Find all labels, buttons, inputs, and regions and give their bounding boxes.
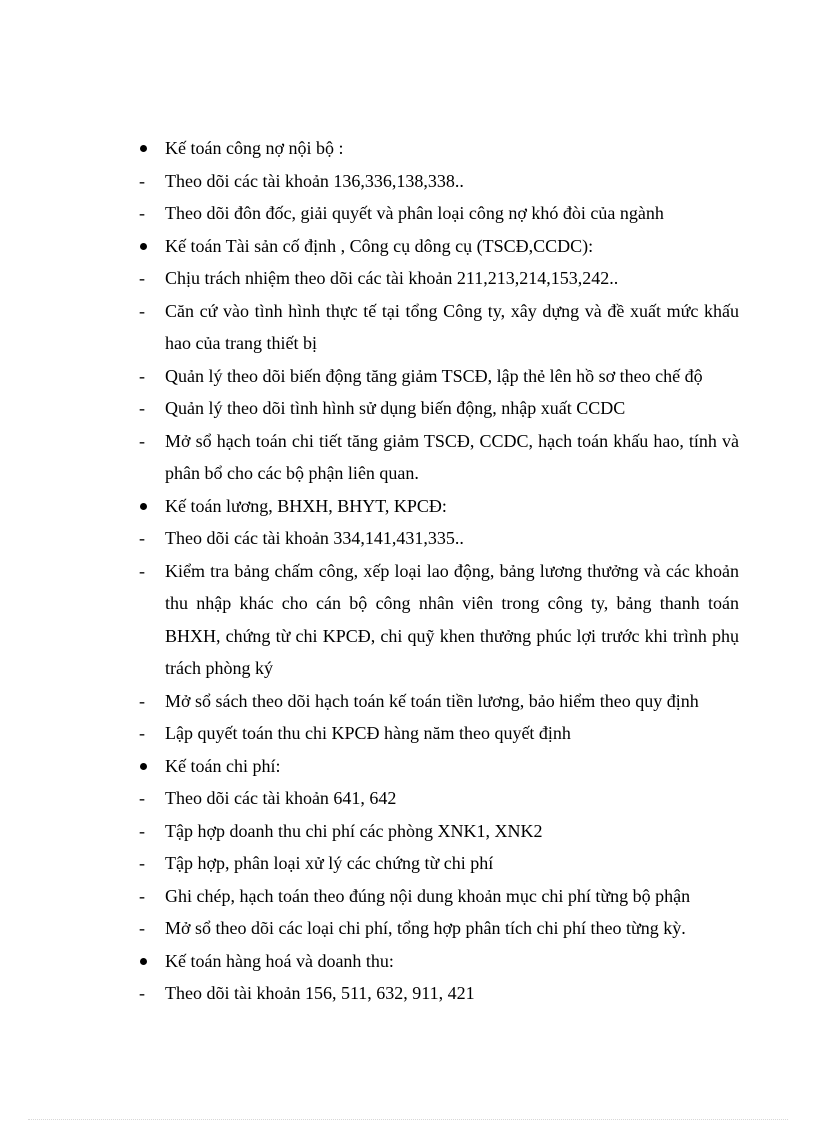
item-text: Kiểm tra bảng chấm công, xếp loại lao động, bảng lương thưởng và các khoản thu nhập khác cho cán bộ công nhân viên trong công ty, bảng thanh toán BHXH, chứng từ chi KPCĐ, chi quỹ khen thưởng phúc lợi trước khi trình phụ trách phòng ký (165, 560, 739, 678)
item-text: Kế toán hàng hoá và doanh thu: (165, 950, 394, 971)
section-heading-item (137, 230, 739, 263)
item-text: Mở sổ hạch toán chi tiết tăng giảm TSCĐ, CCDC, hạch toán khấu hao, tính và phân bổ cho các bộ phận liên quan. (165, 430, 739, 483)
item-text: Lập quyết toán thu chi KPCĐ hàng năm theo quyết định (165, 723, 571, 743)
dash-marker: - (139, 820, 145, 841)
dash-list-item (137, 685, 739, 718)
dash-list-item (137, 847, 739, 880)
dash-marker: - (139, 690, 145, 711)
dash-list-item (137, 360, 739, 393)
dash-list-item (137, 425, 739, 490)
item-text: Theo dõi các tài khoản 136,336,138,338.. (165, 170, 464, 191)
dash-list-item (137, 262, 739, 295)
dash-marker: - (139, 788, 145, 808)
dash-marker: - (139, 365, 145, 386)
dash-marker: - (139, 918, 145, 938)
dash-marker: - (139, 983, 145, 1003)
item-text: Theo dõi các tài khoản 334,141,431,335.. (165, 528, 464, 548)
item-text: Căn cứ vào tình hình thực tế tại tổng Công ty, xây dựng và đề xuất mức khấu hao của trang thiết bị (165, 300, 739, 353)
item-text: Tập hợp, phân loại xử lý các chứng từ chi phí (165, 853, 494, 873)
item-text: Theo dõi tài khoản 156, 511, 632, 911, 421 (165, 983, 475, 1003)
dash-list-item (137, 912, 739, 945)
bullet-icon (137, 230, 165, 250)
item-text: Quản lý theo dõi biến động tăng giảm TSCĐ, lập thẻ lên hồ sơ theo chế độ (165, 365, 703, 386)
bullet-icon (137, 490, 165, 510)
section-heading-item (137, 945, 739, 978)
item-text: Mở sổ sách theo dõi hạch toán kế toán tiền lương, bảo hiểm theo quy định (165, 690, 699, 711)
item-text: Kế toán chi phí: (165, 755, 281, 776)
dash-list-item (137, 522, 739, 555)
dash-list-item (137, 815, 739, 848)
dash-marker: - (139, 723, 145, 743)
item-text: Mở sổ theo dõi các loại chi phí, tổng hợp phân tích chi phí theo từng kỳ. (165, 918, 686, 938)
bullet-icon (137, 945, 165, 965)
dash-marker: - (139, 528, 145, 548)
item-text: Tập hợp doanh thu chi phí các phòng XNK1, XNK2 (165, 820, 543, 841)
dash-list-item (137, 197, 739, 230)
item-text: Theo dõi các tài khoản 641, 642 (165, 788, 397, 808)
item-text: Theo dõi đôn đốc, giải quyết và phân loại công nợ khó đòi của ngành (165, 203, 664, 223)
page-bottom-divider (28, 1119, 788, 1120)
document-body (137, 132, 739, 1010)
dash-list-item (137, 977, 739, 1010)
item-text: Kế toán Tài sản cố định , Công cụ dông cụ (TSCĐ,CCDC): (165, 235, 594, 256)
dash-marker: - (139, 170, 145, 191)
dash-list-item (137, 165, 739, 198)
dash-list-item (137, 392, 739, 425)
dash-marker: - (139, 560, 145, 581)
dash-list-item (137, 295, 739, 360)
section-heading-item (137, 132, 739, 165)
dash-marker: - (139, 885, 145, 906)
dash-marker: - (139, 398, 145, 418)
dash-list-item (137, 717, 739, 750)
section-heading-item (137, 490, 739, 523)
dash-list-item (137, 782, 739, 815)
item-text: Ghi chép, hạch toán theo đúng nội dung khoản mục chi phí từng bộ phận (165, 885, 691, 906)
dash-marker: - (139, 268, 145, 288)
item-text: Kế toán công nợ nội bộ : (165, 138, 344, 158)
dash-marker: - (139, 853, 145, 873)
bullet-icon (137, 132, 165, 152)
item-text: Quản lý theo dõi tình hình sử dụng biến động, nhập xuất CCDC (165, 398, 626, 418)
dash-list-item (137, 880, 739, 913)
bullet-icon (137, 750, 165, 770)
item-text: Kế toán lương, BHXH, BHYT, KPCĐ: (165, 495, 447, 516)
dash-marker: - (139, 300, 145, 321)
item-text: Chịu trách nhiệm theo dõi các tài khoản 211,213,214,153,242.. (165, 268, 619, 288)
dash-marker: - (139, 430, 145, 451)
dash-list-item (137, 555, 739, 685)
section-heading-item (137, 750, 739, 783)
dash-marker: - (139, 203, 145, 223)
